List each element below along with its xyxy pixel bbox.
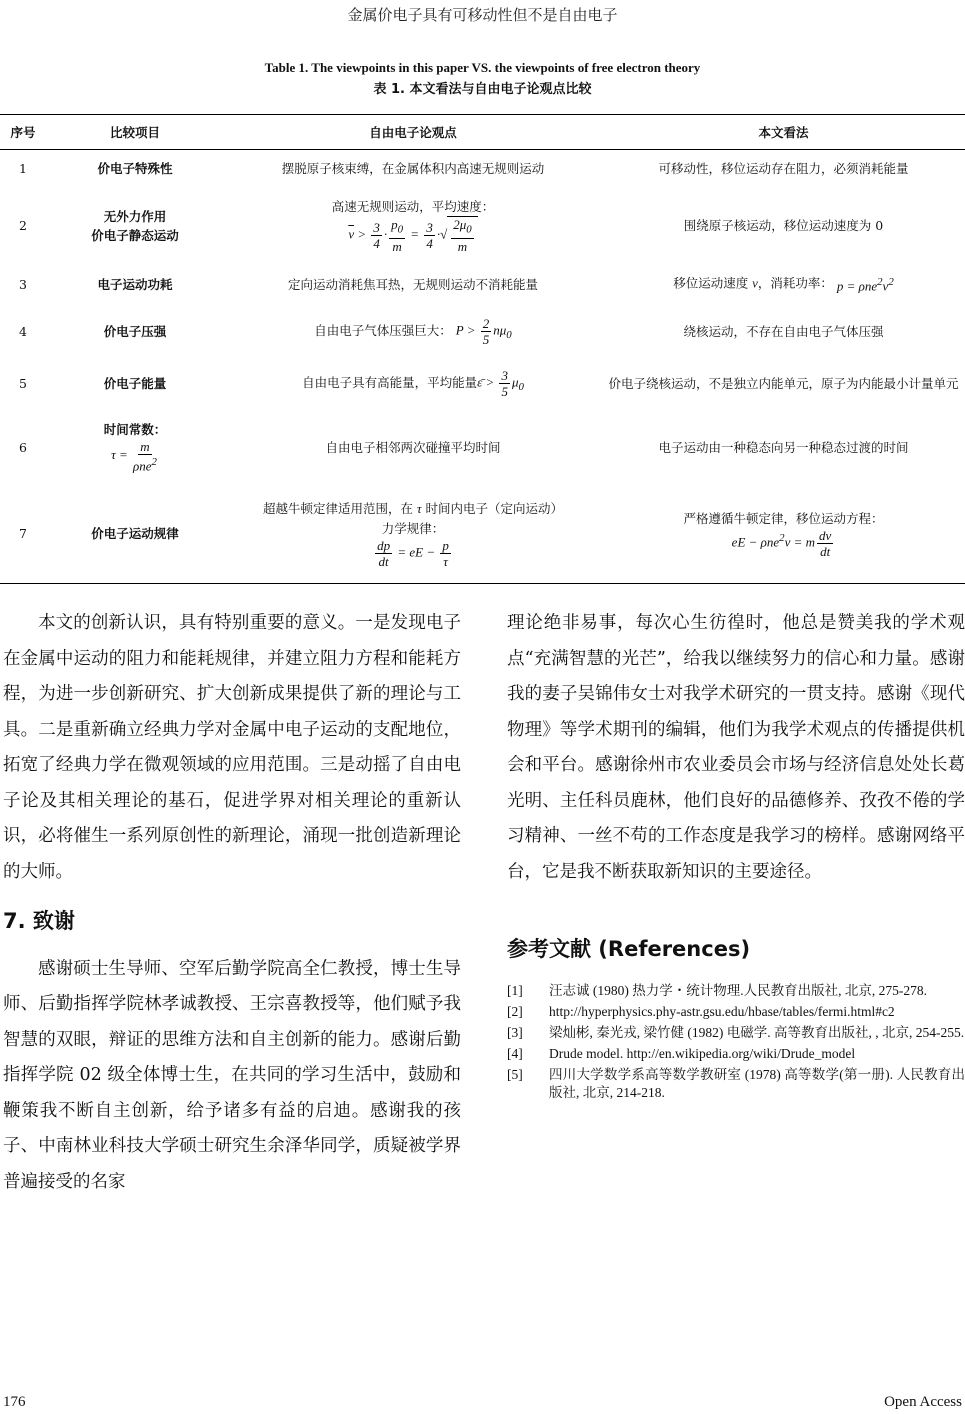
row-free-text: 高速无规则运动，平均速度： [331,199,495,215]
row-no: 2 [19,218,27,233]
row-item-line1: 无外力作用 [103,208,167,224]
row-item: 价电子能量 [103,376,167,391]
row-paper-text: 严格遵循牛顿定律，移位运动方程： [683,510,884,526]
row-no: 1 [19,161,27,177]
row-no: 7 [0,485,46,584]
row-item: 价电子压强 [103,324,167,339]
row-paper: 绕核运动，不存在自由电子气体压强 [683,324,884,339]
table-caption-en: Table 1. The viewpoints in this paper VS. the viewpoints of free electron theory [264,60,701,75]
row-paper [602,264,965,306]
row-paper: 电子运动由一种稳态向另一种稳态过渡的时间 [658,439,909,455]
row-free: 摆脱原子核束缚，在金属体积内高速无规则运动 [281,161,545,177]
header-item: 比较项目 [46,115,224,150]
row-paper-text-a: 移位运动速度 [673,276,749,291]
table-row [0,306,965,358]
table-row [0,188,965,264]
row-no: 5 [19,376,27,391]
formula-power: $p = \rho ne^2v^2$ [836,276,894,294]
table-row [0,358,965,410]
acknowledgement-continued: 理论绝非易事，每次心生彷徨时，他总是赞美我的学术观点“充满智慧的光芒”，给我以继续努力的信心和力量。感谢我的妻子吴锦伟女士对我学术研究的一贯支持。感谢《现代物理》等学术期刊的编辑，他们为我学术观点的传播提供机会和平台。感谢徐州市农业委员会市场与经济信息处处长葛光明、主任科员鹿林，他们良好的品德修养、孜孜不倦的学习精神、一丝不苟的工作态度是我学习的榜样。感谢网络平台，它是我不断获取新知识的主要途径。 [507,613,965,882]
row-item: 电子运动功耗 [97,277,173,292]
row-free-text-b: 时间内电子（定向运动）力学规律： [381,500,563,536]
reference-item: [3] 梁灿彬, 秦光戎, 梁竹健 (1982) 电磁学. 高等教育出版社, , 北京, 254-255. [507,1024,965,1040]
comparison-table [0,114,965,584]
row-item [46,188,224,264]
table-caption-cn: 表 1. 本文看法与自由电子论观点比较 [373,82,592,97]
table-row [0,150,965,188]
row-item [46,410,224,485]
formula-avg-velocity: $\overline{v}$ > $\frac{3}{4}$ · $\frac{p_0}{m}$ = $\frac{3}{4}$ ·√ $\frac{2\mu_0}{m}$ [348,216,477,254]
row-free-text: 自由电子具有高能量，平均能量 [302,375,478,390]
row-free [224,306,602,358]
table-row [0,264,965,306]
row-free [224,358,602,410]
formula-pressure: P > $\frac{2}{5}$ $n\mu_0$ [455,316,512,347]
row-free-text: 自由电子气体压强巨大： [314,323,452,338]
running-header: 金属价电子具有可移动性但不是自由电子 [347,6,618,24]
reference-item: [1] 汪志诚 (1980) 热力学・统计物理.人民教育出版社, 北京, 275-278. [507,982,927,998]
table-row [0,410,965,485]
table-row [0,485,965,584]
row-item-line2: 价电子静态运动 [91,227,179,243]
formula-energy: ε̄ > $\frac{3}{5}$ $\mu_0$ [477,368,524,399]
row-item: 价电子运动规律 [46,485,224,584]
footer-label: Open Access [884,1394,962,1410]
row-paper: 可移动性，移位运动存在阻力，必须消耗能量 [658,161,909,177]
page-number: 176 [3,1394,26,1410]
row-free [224,188,602,264]
reference-list [507,982,965,1102]
row-paper-var-v: v [752,277,758,291]
reference-item: [4] Drude model. http://en.wikipedia.org/wiki/Drude_model [507,1045,856,1061]
formula-tau: τ = $\frac{m}{\rho ne^2}$ [111,439,157,474]
row-paper: 围绕原子核运动，移位运动速度为 0 [683,218,884,233]
row-no: 6 [19,439,27,455]
acknowledgement-heading: 7. 致谢 [3,909,75,933]
row-free [224,485,602,584]
header-no: 序号 [0,115,46,150]
right-column [507,606,965,1105]
formula-motion: eE − ρne$^2$v = m $\frac{dv}{dt}$ [731,527,832,559]
row-no: 4 [19,324,27,339]
row-free: 定向运动消耗焦耳热，无规则运动不消耗能量 [287,277,538,292]
row-free-var-tau: τ [417,501,422,516]
header-free-electron: 自由电子论观点 [224,115,602,150]
formula-momentum: $\frac{dp}{dt}$ = eE − $\frac{p}{\tau}$ [377,537,449,569]
reference-item: [2] http://hyperphysics.phy-astr.gsu.edu/hbase/tables/fermi.html#c2 [507,1003,895,1019]
row-no: 3 [19,277,27,292]
row-free-text-a: 超越牛顿定律适用范围，在 [263,500,414,516]
table-header-row [0,115,965,150]
conclusion-paragraph: 本文的创新认识，具有特别重要的意义。一是发现电子在金属中运动的阻力和能耗规律，并建立阻力方程和能耗方程，为进一步创新研究、扩大创新成果提供了新的理论与工具。二是重新确立经典力学对金属中电子运动的支配地位，拓宽了经典力学在微观领域的应用范围。三是动摇了自由电子论及其相关理论的基石，促进学界对相关理论的重新认识，必将催生一系列原创性的新理论，涌现一批创造新理论的大师。 [3,613,461,882]
row-paper [602,485,965,584]
left-column [3,606,461,1200]
acknowledgement-paragraph: 感谢硕士生导师、空军后勤学院高全仁教授，博士生导师、后勤指挥学院林孝诚教授、王宗喜教授等，他们赋予我智慧的双眼，辩证的思维方法和自主创新的能力。感谢后勤指挥学院 02 级全体博士生，在共同的学习生活中，鼓励和鞭策我不断自主创新，给予诸多有益的启迪。感谢我的孩子、中南林业科技大学硕士研究生余泽华同学，质疑被学界普遍接受的名家 [3,958,461,1192]
references-heading: 参考文献 (References) [507,937,751,961]
header-this-paper: 本文看法 [602,115,965,150]
row-item-text: 时间常数： [103,422,167,438]
row-item: 价电子特殊性 [97,161,173,177]
row-paper: 价电子绕核运动，不是独立内能单元，原子为内能最小计量单元 [608,376,959,391]
row-paper-text-b: ，消耗功率： [757,276,833,291]
reference-item: [5] 四川大学数学系高等数学教研室 (1978) 高等数学(第一册). 人民教育出版社, 北京, 214-218. [507,1066,965,1100]
row-free: 自由电子相邻两次碰撞平均时间 [325,439,501,455]
